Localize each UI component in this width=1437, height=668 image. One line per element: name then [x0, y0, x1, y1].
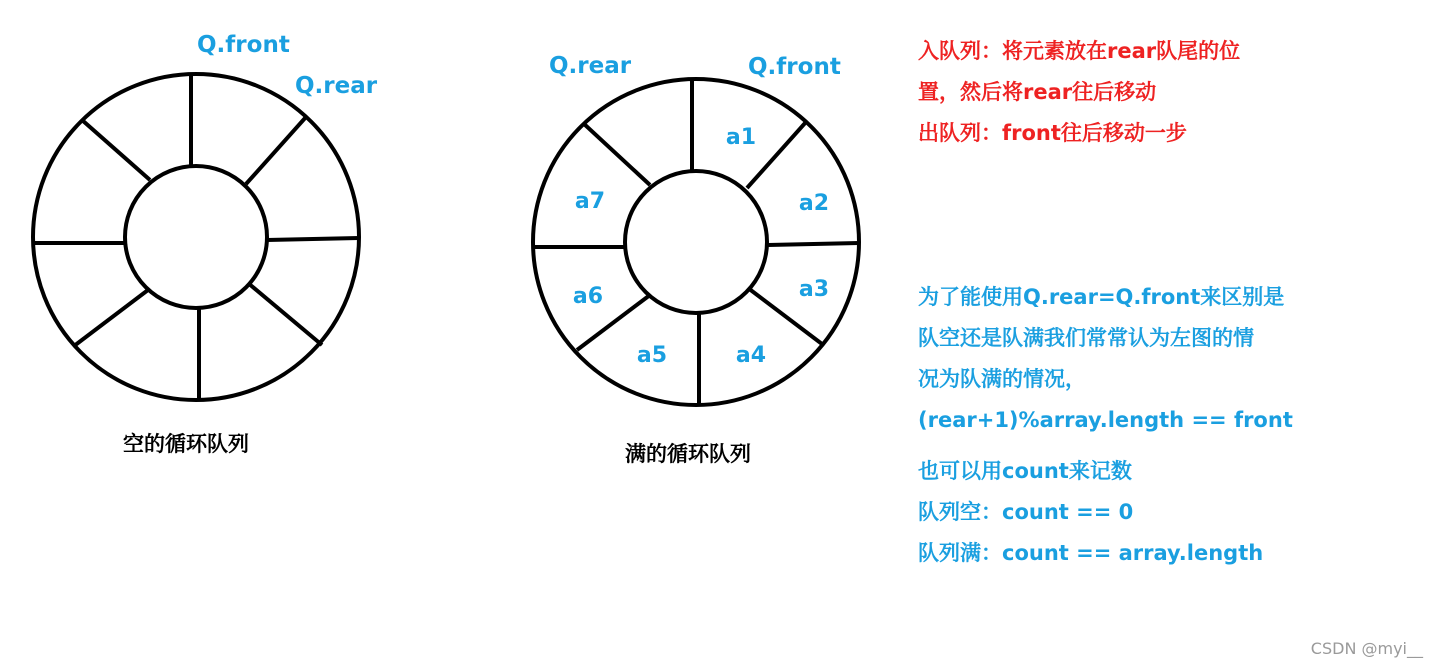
slot-label: a4 [735, 343, 767, 368]
empty-queue-rear-label: Q.rear [295, 73, 378, 99]
note-line: 队列空：count == 0 [918, 500, 1134, 524]
full-condition-explanation [918, 277, 1293, 441]
empty-queue-inner-circle [125, 166, 267, 308]
empty-queue-divider [82, 120, 150, 180]
empty-queue-divider [267, 238, 359, 240]
enqueue-dequeue-explanation [918, 31, 1240, 154]
count-explanation [918, 451, 1263, 574]
note-line: 况为队满的情况， [918, 367, 1086, 391]
empty-queue-divider [246, 117, 306, 184]
empty-queue-front-label: Q.front [197, 32, 290, 58]
slot-label: a7 [574, 189, 606, 214]
note-line: (rear+1)%array.length == front [918, 408, 1293, 432]
note-line: 也可以用count来记数 [918, 459, 1132, 483]
full-queue-inner-circle [625, 171, 767, 313]
watermark: CSDN @myi__ [1310, 639, 1423, 658]
empty-queue-caption: 空的循环队列 [123, 432, 249, 456]
full-queue-divider [768, 243, 859, 245]
slot-label: a6 [572, 284, 604, 309]
slot-label: a5 [636, 343, 668, 368]
empty-queue-ring [33, 74, 359, 400]
slot-label: a1 [725, 125, 757, 150]
full-queue-outer-circle [533, 79, 859, 405]
note-line: 出队列：front往后移动一步 [918, 121, 1187, 145]
full-queue-divider [583, 123, 650, 185]
slot-label: a3 [798, 277, 830, 302]
full-queue-front-label: Q.front [748, 54, 841, 80]
empty-queue-outer-circle [33, 74, 359, 400]
note-line: 队列满：count == array.length [918, 541, 1264, 565]
full-queue-caption: 满的循环队列 [625, 442, 751, 466]
note-line: 队空还是队满我们常常认为左图的情 [918, 326, 1254, 350]
note-line: 为了能使用Q.rear=Q.front来区别是 [918, 285, 1285, 309]
empty-queue-divider [248, 283, 322, 345]
note-line: 置，然后将rear往后移动 [918, 80, 1157, 104]
full-queue-rear-label: Q.rear [549, 53, 632, 79]
slot-label: a2 [798, 191, 830, 216]
full-queue-ring [533, 79, 859, 405]
empty-queue-divider [74, 290, 148, 346]
note-line: 入队列：将元素放在rear队尾的位 [918, 39, 1241, 63]
